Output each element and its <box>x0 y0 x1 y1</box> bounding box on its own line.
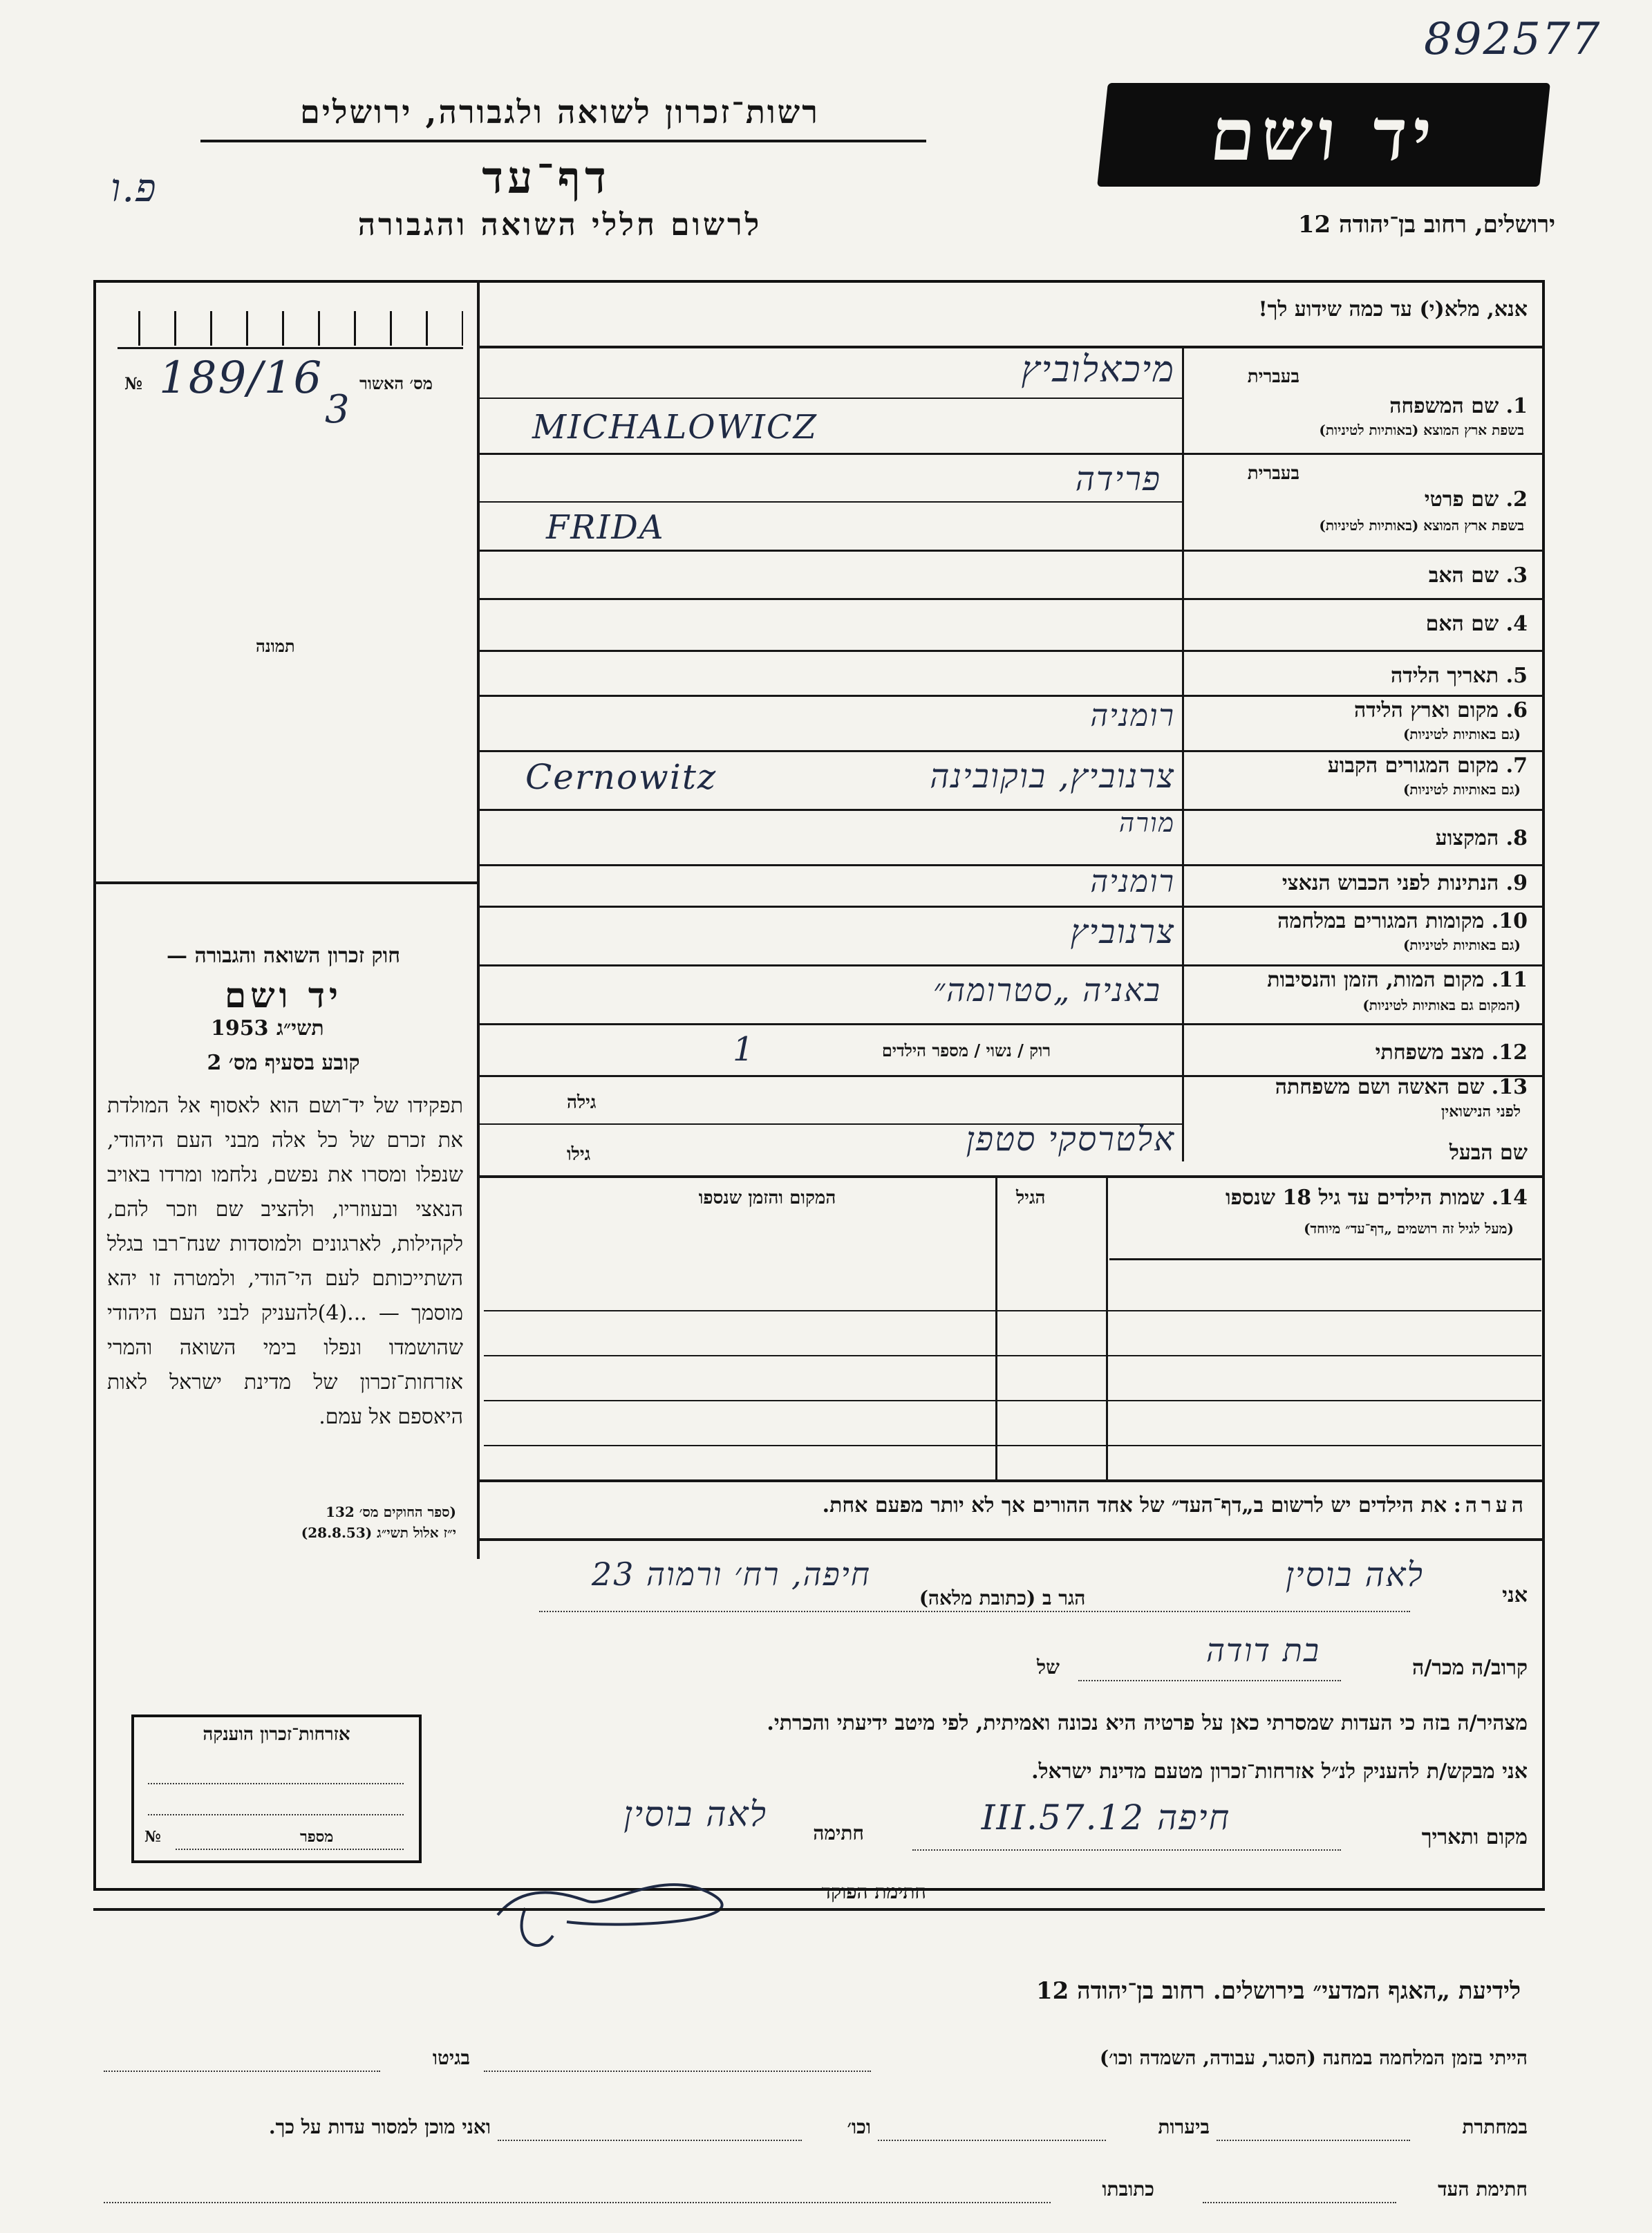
field-6-value: רומניה <box>1090 698 1175 734</box>
rule <box>478 1023 1545 1025</box>
field-1-num: 1. <box>1505 394 1528 418</box>
field-2-num: 2. <box>1505 487 1528 512</box>
field-12-children-count: 1 <box>733 1030 755 1069</box>
rule <box>478 964 1545 966</box>
dotted-line <box>878 2140 1106 2141</box>
intro-underline <box>478 346 1545 348</box>
rule <box>478 501 1183 503</box>
authority-underline <box>200 140 926 142</box>
certificate-box <box>131 1715 422 1863</box>
note-line <box>491 1493 1528 1517</box>
decl-place-date-value: חיפה 12.III.57 <box>981 1797 1231 1838</box>
field-2-label <box>1272 487 1528 512</box>
field-10-num: 10. <box>1491 909 1528 933</box>
hebrew-label-2: בעברית <box>1247 463 1299 484</box>
dotted-line <box>1203 2202 1396 2203</box>
registry-value: 189/16 <box>159 353 323 404</box>
field-2-origin: בשפת ארץ המוצא (באותיות לטיניות) <box>1319 517 1524 534</box>
left-column-divider <box>477 280 480 1559</box>
dotted-line <box>148 1814 404 1815</box>
field-3-title: שם האב <box>1428 563 1499 588</box>
rule <box>478 1538 1545 1541</box>
field-5-label <box>1272 664 1528 688</box>
field-12-label <box>1272 1040 1528 1065</box>
field-9-value: רומניה <box>1090 864 1175 899</box>
field-10-note: (גם באותיות לטיניות) <box>1402 937 1521 953</box>
tick-marks <box>138 311 463 346</box>
registry-prefix: № <box>124 373 143 393</box>
field-11-value: באניה „סטרומה״ <box>932 971 1161 1009</box>
field-12-options: רוק / נשוי / מספר הילדים <box>881 1040 1051 1061</box>
tick-baseline <box>118 347 463 349</box>
form-title: דף־עד <box>482 152 610 204</box>
field-11-note: (המקום גם באותיות לטיניות) <box>1362 997 1521 1013</box>
decl-signature-label: חתימה <box>813 1822 864 1844</box>
field-7-title: מקום המגורים הקבוע <box>1327 754 1499 778</box>
dotted-line <box>148 1783 404 1784</box>
note-label: הערה: <box>1453 1493 1528 1517</box>
field-7-label <box>1272 754 1528 778</box>
children-place-header: המקום והזמן שנספו <box>698 1188 836 1208</box>
field-2-latin-value: FRIDA <box>546 508 665 547</box>
note-text: את הילדים יש לרשום ב„דף־העד״ של אחד ההורים אך לא יותר מפעם אחת. <box>822 1493 1447 1517</box>
field-3-label <box>1272 563 1528 588</box>
logo-text: יד ושם <box>1206 92 1441 177</box>
bottom-line1b: בגיטו <box>432 2046 470 2069</box>
dotted-line <box>1217 2140 1410 2141</box>
bottom-line2a: במחתרת <box>1462 2115 1528 2138</box>
dotted-line <box>176 1849 404 1850</box>
field-10-title: מקומות המגורים במלחמה <box>1277 909 1485 933</box>
field-14-title: שמות הילדים עד גיל 18 שנספו <box>1225 1186 1485 1210</box>
field-7-note: (גם באותיות לטיניות) <box>1402 781 1521 798</box>
dotted-line <box>104 2202 1051 2203</box>
children-age-header: הגיל <box>1016 1188 1046 1208</box>
bottom-line3a: חתימת העד <box>1438 2178 1528 2201</box>
field-6-label <box>1272 698 1528 722</box>
decl-name: לאה בוסין <box>1285 1555 1424 1594</box>
law-title: חוק זכרון השואה והגבורה — <box>167 944 400 968</box>
officer-signature-label: חתימת הפוקד <box>821 1880 926 1903</box>
field-2-title: שם פרטי <box>1424 487 1499 512</box>
intro-text: אנא, מלא(י) עד כמה שידוע לך! <box>1258 297 1528 321</box>
form-subtitle: לרשום חללי השואה והגבורה <box>357 207 762 243</box>
field-7-latin-value: Cernowitz <box>525 757 717 797</box>
field-13-note: לפני הנישואין <box>1440 1103 1521 1121</box>
field-12-num: 12. <box>1491 1040 1528 1065</box>
law-body: תפקידו של יד־ושם הוא לאסוף אל המולדת את זכרם של כל אלה מבני העם היהודי, שנפלו ומסרו את נפשם, נלחמו ומרדו באויב הנאצי ובעוזריו, ולהציב שם וזכר להם, לקהילות, לארגונים ולמוסדות שנח־רבו בגלל השתייכותם לעם הי־הודי, ולמטרה זו יהא מוסמך — ...(4)להעניק לבני העם היהודי שהושמדו ונפלו בימי השואה והמרי אזרחות־זכרון של מדינת ישראל לאות היאספם אל עמם. <box>107 1094 464 1429</box>
field-10-value: צרנוביץ <box>1070 913 1175 951</box>
rule <box>478 453 1545 455</box>
field-9-num: 9. <box>1505 871 1528 895</box>
rule <box>478 695 1545 697</box>
husband-age-label: גילו <box>567 1144 591 1165</box>
field-3-num: 3. <box>1505 563 1528 588</box>
husband-label: שם הבעל <box>1449 1141 1528 1165</box>
label-column-divider <box>1182 346 1184 1161</box>
bottom-line3b: כתובתו <box>1102 2178 1154 2201</box>
field-1-title: שם המשפחה <box>1389 394 1499 418</box>
field-12-title: מצב משפחתי <box>1375 1040 1485 1065</box>
hebrew-label-1: בעברית <box>1247 366 1299 387</box>
dotted-line <box>484 2071 871 2072</box>
decl-place-date-label: מקום ותאריך <box>1421 1825 1528 1849</box>
registry-label: מס׳ האשור <box>359 373 433 393</box>
rule <box>478 1175 1545 1178</box>
decl-i: אני <box>1502 1583 1528 1607</box>
reference-number: 892577 <box>1424 14 1602 65</box>
header-address: ירושלים, רחוב בן־יהודה 12 <box>1297 211 1555 239</box>
law-clause: קובע בסעיף מס׳ 2 <box>207 1051 360 1075</box>
dotted-line <box>539 1611 1410 1612</box>
field-8-title: המקצוע <box>1435 826 1499 850</box>
dotted-line <box>498 2140 802 2141</box>
field-6-note: (גם באותיות לטיניות) <box>1402 726 1521 742</box>
field-14-label <box>1113 1186 1528 1210</box>
field-14-note: (מעל לגיל זה רושמים „דף־עד״ מיוחד) <box>1304 1220 1514 1237</box>
field-11-title: מקום המות, הזמן והנסיבות <box>1267 968 1485 992</box>
law-year: 1953 <box>211 1016 269 1040</box>
field-1-latin-value: MICHALOWICZ <box>532 408 818 447</box>
cert-title: אזרחות־זכרון הוענקה <box>203 1724 350 1745</box>
field-7-num: 7. <box>1505 754 1528 778</box>
photo-area-bottom <box>93 881 478 884</box>
field-4-num: 4. <box>1505 612 1528 636</box>
margin-note: פ.ו <box>111 166 158 211</box>
table-row-line <box>484 1310 1541 1311</box>
field-8-value: מורה <box>1118 807 1175 838</box>
field-13-title: שם האשה ושם משפחתה <box>1275 1075 1485 1099</box>
field-5-title: תאריך הלידה <box>1391 664 1499 688</box>
field-5-num: 5. <box>1505 664 1528 688</box>
rule <box>478 750 1545 752</box>
bottom-line2d: ואני מוכן למסור עדות על כך. <box>268 2115 491 2138</box>
decl-resident: הגר ב (כתובת מלאה) <box>919 1587 1086 1609</box>
rule <box>478 550 1545 552</box>
field-13-label <box>1196 1075 1528 1099</box>
law-source-date: י״ז אלול תשי״ג (28.8.53) <box>301 1524 456 1541</box>
table-col-divider <box>995 1175 997 1479</box>
field-6-num: 6. <box>1505 698 1528 722</box>
table-row-line <box>484 1355 1541 1356</box>
wife-age-label: גילה <box>567 1092 597 1113</box>
table-row-line <box>484 1400 1541 1401</box>
bottom-line2c: וכו׳ <box>847 2115 871 2138</box>
dotted-line <box>1078 1680 1341 1681</box>
section-divider <box>93 1908 1545 1911</box>
decl-of: של <box>1037 1656 1060 1679</box>
photo-label: תמונה <box>256 636 295 656</box>
registry-sub-value: 3 <box>325 387 351 432</box>
field-9-title: הנתינות לפני הכבוש הנאצי <box>1282 871 1499 895</box>
bottom-line2b: ביערות <box>1158 2115 1210 2138</box>
law-source: (ספר החוקים מס׳ 132 <box>326 1504 456 1520</box>
rule <box>1109 1258 1541 1260</box>
cert-no: № <box>144 1828 161 1846</box>
dotted-line <box>912 1849 1341 1851</box>
field-1-origin: בשפת ארץ המוצא (באותיות לטיניות) <box>1319 422 1524 438</box>
field-9-label <box>1196 871 1528 895</box>
decl-signature-value: לאה בוסין <box>623 1794 767 1834</box>
field-7-hebrew-value: צרנוביץ, בוקובינה <box>930 757 1175 796</box>
decl-statement: מצהיר/ה בזה כי העדות שמסרתי כאן על פרטיה היא נכונה ואמיתית, לפי מיטב ידיעתי והכרתי. <box>767 1711 1528 1735</box>
field-4-title: שם האם <box>1425 612 1499 636</box>
field-11-label <box>1196 968 1528 992</box>
table-row-line <box>484 1445 1541 1446</box>
decl-request: אני מבקש/ת להעניק לנ״ל אזרחות־זכרון מטעם מדינת ישראל. <box>1031 1759 1528 1784</box>
rule <box>478 906 1545 908</box>
field-11-num: 11. <box>1491 968 1528 992</box>
husband-value: אלטרסקי סטפן <box>966 1120 1175 1159</box>
field-14-num: 14. <box>1491 1186 1528 1210</box>
rule <box>478 650 1545 652</box>
law-year-heb: תשי״ג <box>276 1016 324 1040</box>
cert-number-label: מספר <box>300 1828 334 1846</box>
law-logo: יד ושם <box>225 975 342 1016</box>
rule <box>478 598 1545 600</box>
field-1-label <box>1272 394 1528 418</box>
decl-address: חיפה, רח׳ ורמוה 23 <box>591 1555 871 1593</box>
field-13-num: 13. <box>1491 1075 1528 1099</box>
rule <box>478 398 1183 399</box>
dotted-line <box>104 2071 380 2072</box>
bottom-heading: לידיעת „האגף המדעי״ בירושלים. רחוב בן־יהודה 12 <box>1035 1977 1521 2005</box>
field-8-label <box>1272 826 1528 850</box>
field-8-num: 8. <box>1505 826 1528 850</box>
decl-relation: בת דודה <box>1205 1632 1320 1669</box>
yad-vashem-logo <box>1097 83 1550 187</box>
table-col-divider <box>1106 1175 1108 1479</box>
rule <box>478 1479 1545 1482</box>
field-10-label <box>1196 909 1528 933</box>
field-1-hebrew-value: מיכאלוביץ <box>1021 349 1175 391</box>
field-4-label <box>1272 612 1528 636</box>
authority-name: רשות־זכרון לשואה ולגבורה, ירושלים <box>300 93 820 131</box>
bottom-line1a: הייתי בזמן המלחמה במחנה (הסגר, עבודה, השמדה וכו׳) <box>1099 2046 1528 2069</box>
field-2-hebrew-value: פרידה <box>1075 460 1161 498</box>
decl-relative: קרוב/ה מכר/ה <box>1412 1656 1528 1680</box>
field-6-title: מקום וארץ הלידה <box>1353 698 1499 722</box>
